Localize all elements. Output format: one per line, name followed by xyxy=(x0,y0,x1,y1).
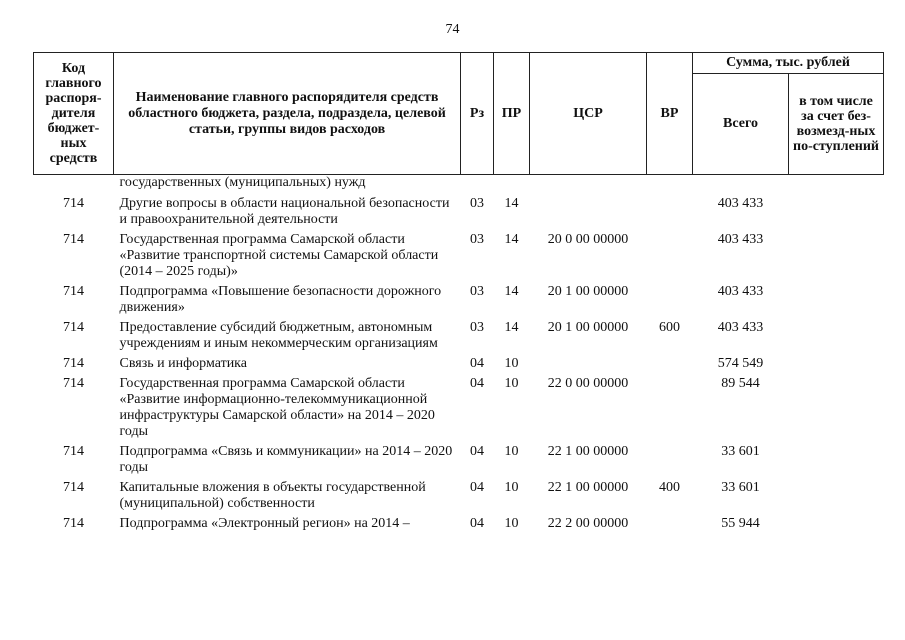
cell-csr: 22 0 00 00000 xyxy=(547,376,629,391)
cell-rz: 03 xyxy=(470,320,484,335)
table-row xyxy=(34,443,884,479)
header-code: Код главного распоря-дителя бюджет-ных средств xyxy=(34,53,114,175)
cell-pr: 10 xyxy=(504,376,519,391)
cell-total: 89 544 xyxy=(721,376,760,391)
cell-csr xyxy=(530,355,647,375)
table-body xyxy=(34,175,884,536)
cell-name: Другие вопросы в области национальной безопасности и правоохранительной деятельности xyxy=(119,196,450,227)
header-vr: ВР xyxy=(647,53,693,175)
cell-code: 714 xyxy=(63,444,84,459)
cell-total: 403 433 xyxy=(717,284,764,299)
cell-name: Подпрограмма «Связь и коммуникации» на 2014 – 2020 годы xyxy=(119,444,453,475)
cell-vr xyxy=(647,195,693,231)
header-total: Всего xyxy=(693,74,789,175)
cell-code xyxy=(34,175,114,196)
cell-csr: 20 0 00 00000 xyxy=(547,232,629,247)
header-pr: ПР xyxy=(494,53,530,175)
cell-pr: 14 xyxy=(504,232,519,247)
cell-total xyxy=(693,175,789,196)
cell-rz: 04 xyxy=(470,356,484,371)
cell-code: 714 xyxy=(63,320,84,335)
cell-csr: 20 1 00 00000 xyxy=(547,320,629,335)
cell-free xyxy=(789,375,884,443)
cell-vr xyxy=(647,283,693,319)
cell-free xyxy=(789,443,884,479)
header-rz: Рз xyxy=(461,53,494,175)
cell-name: государственных (муниципальных) нужд xyxy=(119,175,366,190)
cell-free xyxy=(789,175,884,196)
cell-vr: 400 xyxy=(659,480,680,495)
cell-code: 714 xyxy=(63,356,84,371)
page-number: 74 xyxy=(445,22,460,37)
cell-pr: 14 xyxy=(504,284,519,299)
cell-code: 714 xyxy=(63,480,84,495)
table-row xyxy=(34,479,884,515)
table-row xyxy=(34,283,884,319)
table-row xyxy=(34,231,884,283)
cell-rz: 04 xyxy=(470,516,484,531)
cell-vr xyxy=(647,175,693,196)
cell-total: 33 601 xyxy=(721,444,760,459)
cell-csr xyxy=(530,175,647,196)
cell-csr xyxy=(530,195,647,231)
cell-total: 403 433 xyxy=(717,320,764,335)
cell-total: 403 433 xyxy=(717,196,764,211)
cell-csr: 22 1 00 00000 xyxy=(547,480,629,495)
cell-rz: 03 xyxy=(470,196,484,211)
cell-free xyxy=(789,231,884,283)
table-row xyxy=(34,515,884,535)
cell-rz: 04 xyxy=(470,444,484,459)
cell-name: Капитальные вложения в объекты государственной (муниципальной) собственности xyxy=(119,480,426,511)
cell-csr: 22 2 00 00000 xyxy=(547,516,629,531)
cell-total: 55 944 xyxy=(721,516,760,531)
header-sum: Сумма, тыс. рублей xyxy=(693,53,884,74)
header-free: в том числе за счет без-возмезд-ных по-ступлений xyxy=(789,74,884,175)
cell-pr xyxy=(494,175,530,196)
cell-vr xyxy=(647,231,693,283)
cell-free xyxy=(789,479,884,515)
cell-name: Государственная программа Самарской области «Развитие транспортной системы Самарской области (2014 – 2025 годы)» xyxy=(119,232,439,279)
cell-code: 714 xyxy=(63,284,84,299)
cell-free xyxy=(789,283,884,319)
cell-name: Подпрограмма «Повышение безопасности дорожного движения» xyxy=(119,284,442,315)
cell-pr: 10 xyxy=(504,480,519,495)
table-row xyxy=(34,319,884,355)
table-row xyxy=(34,195,884,231)
cell-free xyxy=(789,515,884,535)
cell-pr: 10 xyxy=(504,356,519,371)
cell-name: Предоставление субсидий бюджетным, автономным учреждениям и иным некоммерческим организациям xyxy=(119,320,438,351)
cell-rz: 03 xyxy=(470,232,484,247)
cell-free xyxy=(789,195,884,231)
cell-pr: 14 xyxy=(504,320,519,335)
cell-name: Связь и информатика xyxy=(119,356,247,371)
cell-pr: 10 xyxy=(504,516,519,531)
cell-vr xyxy=(647,375,693,443)
cell-csr: 22 1 00 00000 xyxy=(547,444,629,459)
cell-vr xyxy=(647,355,693,375)
cell-name: Подпрограмма «Электронный регион» на 2014 – xyxy=(119,516,410,531)
table-row xyxy=(34,375,884,443)
cell-rz xyxy=(461,175,494,196)
table-header xyxy=(34,53,884,175)
header-csr: ЦСР xyxy=(530,53,647,175)
cell-code: 714 xyxy=(63,376,84,391)
cell-total: 33 601 xyxy=(721,480,760,495)
cell-name: Государственная программа Самарской области «Развитие информационно-телекоммуникационной инфраструктуры Самарской области» на 2014 – 2020 годы xyxy=(119,376,435,439)
cell-code: 714 xyxy=(63,516,84,531)
cell-free xyxy=(789,319,884,355)
cell-pr: 10 xyxy=(504,444,519,459)
continuation-row xyxy=(34,175,884,196)
cell-csr: 20 1 00 00000 xyxy=(547,284,629,299)
budget-table xyxy=(33,52,884,535)
cell-vr: 600 xyxy=(659,320,680,335)
cell-rz: 04 xyxy=(470,480,484,495)
cell-code: 714 xyxy=(63,196,84,211)
cell-total: 403 433 xyxy=(717,232,764,247)
cell-code: 714 xyxy=(63,232,84,247)
cell-vr xyxy=(647,515,693,535)
cell-pr: 14 xyxy=(504,196,519,211)
cell-rz: 03 xyxy=(470,284,484,299)
table-row xyxy=(34,355,884,375)
cell-rz: 04 xyxy=(470,376,484,391)
cell-vr xyxy=(647,443,693,479)
cell-free xyxy=(789,355,884,375)
header-name: Наименование главного распорядителя средств областного бюджета, раздела, подраздела, целевой статьи, группы видов расходов xyxy=(114,53,461,175)
cell-total: 574 549 xyxy=(717,356,764,371)
